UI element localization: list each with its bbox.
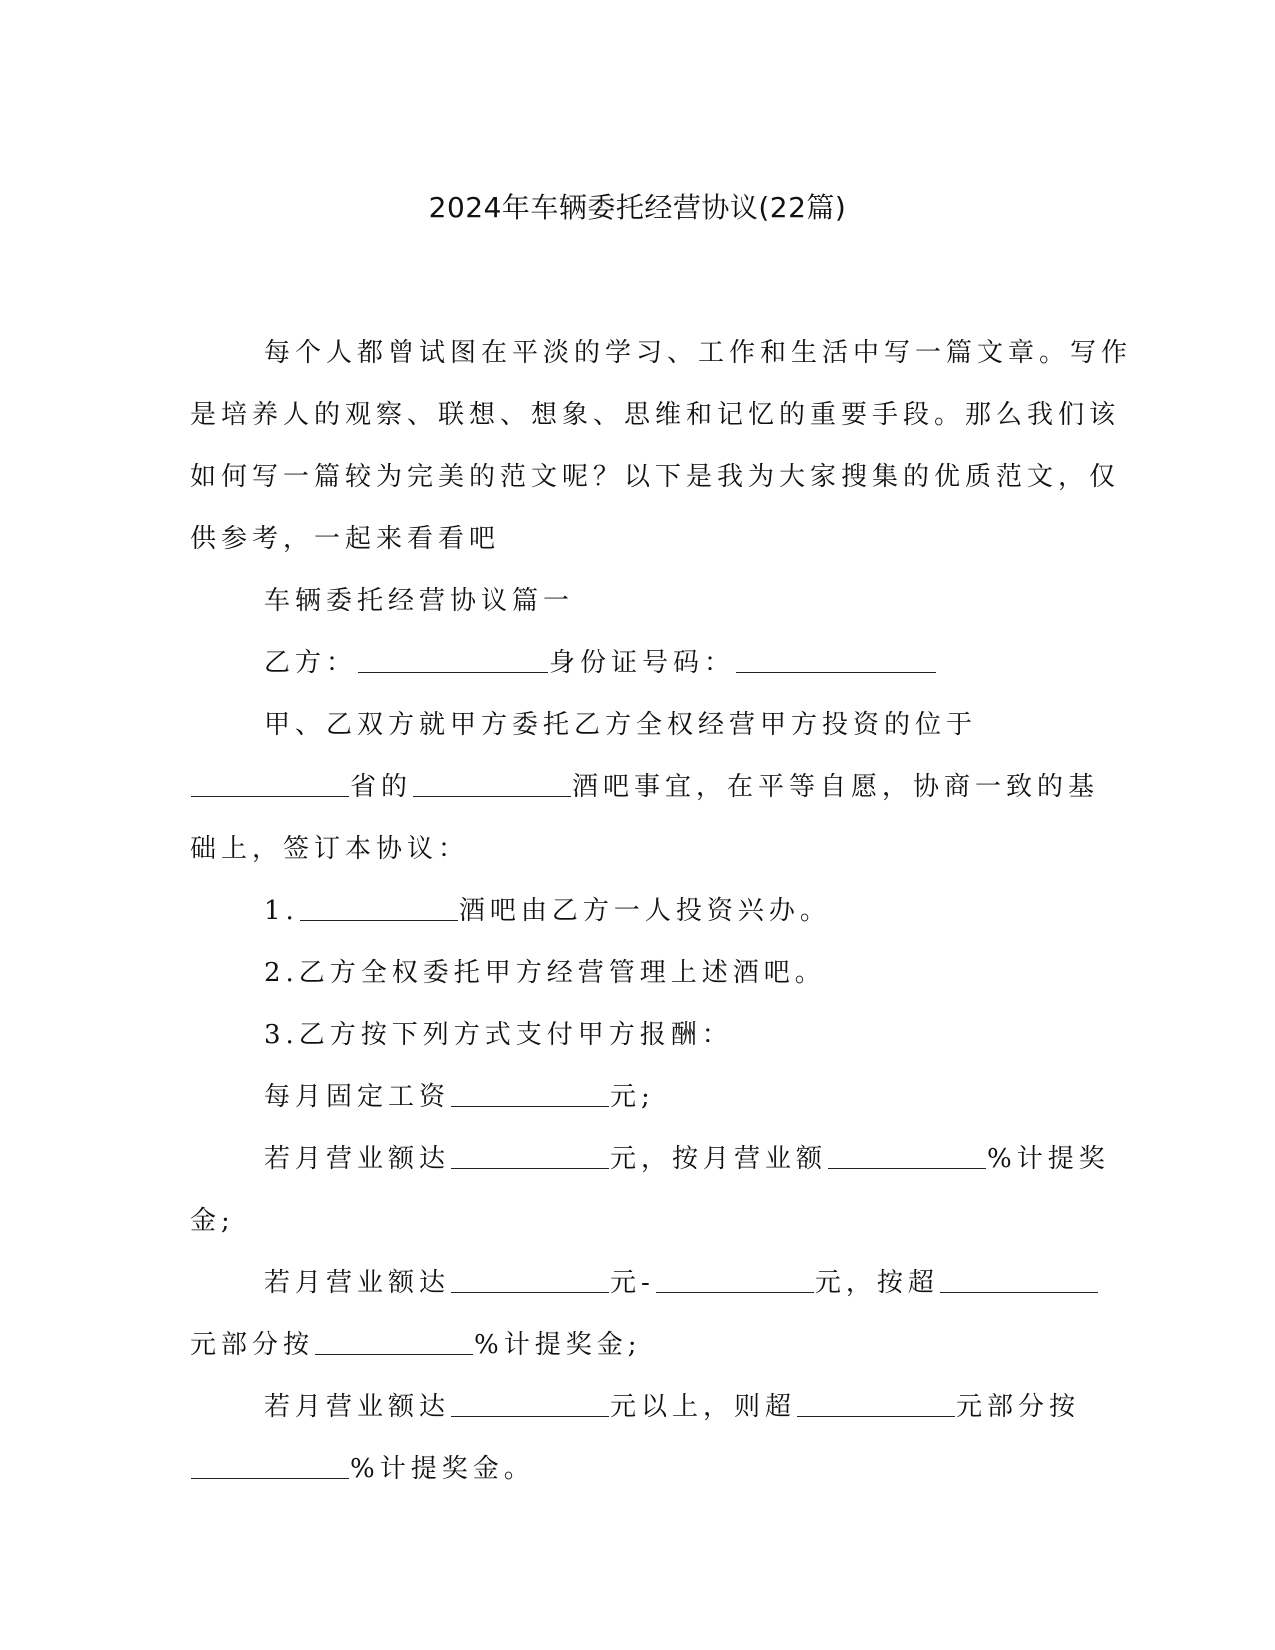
section-heading: 车辆委托经营协议篇一	[264, 586, 575, 616]
province-blank	[191, 770, 349, 797]
bar-name-blank	[413, 770, 571, 797]
tier-1-line-cont: 金;	[190, 1206, 235, 1236]
intro-line-4: 供参考，一起来看看吧	[190, 524, 501, 554]
pay-text: 若月营业额达	[264, 1268, 451, 1298]
pay-text: 若月营业额达	[264, 1392, 451, 1422]
id-number-label: 身份证号码：	[549, 648, 736, 678]
pay-text: %计提奖	[987, 1144, 1110, 1174]
tier-3-amount-blank	[451, 1390, 609, 1417]
clause-2: 2.乙方全权委托甲方经营管理上述酒吧。	[264, 958, 826, 988]
pay-text: 元部分按	[190, 1330, 315, 1360]
tier-3-excess-blank	[797, 1390, 955, 1417]
clause-text: 酒吧由乙方一人投资兴办。	[458, 896, 831, 926]
clause-1-blank	[300, 894, 458, 921]
tier-2-max-blank	[656, 1266, 814, 1293]
document-body	[190, 322, 1133, 1500]
intro-line-3: 如何写一篇较为完美的范文呢？以下是我为大家搜集的优质范文，仅	[190, 462, 1121, 492]
pay-text: 元，按超	[814, 1268, 939, 1298]
pay-text: %计提奖金;	[474, 1330, 642, 1360]
pay-text: 元部分按	[956, 1392, 1081, 1422]
tier-2-excess-blank	[940, 1266, 1098, 1293]
fixed-salary-line	[190, 1066, 1080, 1128]
party-b-name-blank	[358, 646, 548, 673]
agreement-line-3: 础上，签订本协议：	[190, 834, 470, 864]
agreement-line-2	[190, 756, 1100, 818]
clause-number: 1.	[264, 896, 299, 926]
tier-1-line	[190, 1128, 1110, 1190]
pay-text: 元，按月营业额	[610, 1144, 828, 1174]
tier-2-percent-blank	[315, 1328, 473, 1355]
pay-text: 每月固定工资	[264, 1082, 451, 1112]
clause-1	[190, 880, 1080, 942]
pay-text: 元-	[610, 1268, 655, 1298]
tier-3-percent-blank	[191, 1452, 349, 1479]
pay-text: 元以上，则超	[610, 1392, 797, 1422]
document-title: 2024年车辆委托经营协议(22篇)	[428, 191, 847, 224]
id-number-blank	[736, 646, 936, 673]
tier-1-percent-blank	[828, 1142, 986, 1169]
agreement-line-1: 甲、乙双方就甲方委托乙方全权经营甲方投资的位于	[264, 710, 978, 740]
party-b-line	[190, 632, 1080, 694]
tier-2-min-blank	[451, 1266, 609, 1293]
party-b-label: 乙方：	[264, 648, 358, 678]
fixed-salary-blank	[451, 1080, 609, 1107]
tier-2-line-cont	[190, 1314, 1080, 1376]
tier-3-line-cont	[190, 1438, 1080, 1500]
pay-text: %计提奖金。	[350, 1454, 535, 1484]
tier-3-line	[190, 1376, 1080, 1438]
clause-3: 3.乙方按下列方式支付甲方报酬：	[264, 1020, 733, 1050]
tier-1-amount-blank	[451, 1142, 609, 1169]
tier-2-line	[190, 1252, 1080, 1314]
agreement-text: 省的	[350, 772, 413, 802]
pay-text: 元;	[610, 1082, 655, 1112]
agreement-text: 酒吧事宜，在平等自愿，协商一致的基	[572, 772, 1100, 802]
intro-line-2: 是培养人的观察、联想、想象、思维和记忆的重要手段。那么我们该	[190, 400, 1121, 430]
intro-line-1: 每个人都曾试图在平淡的学习、工作和生活中写一篇文章。写作	[264, 338, 1133, 368]
pay-text: 若月营业额达	[264, 1144, 451, 1174]
